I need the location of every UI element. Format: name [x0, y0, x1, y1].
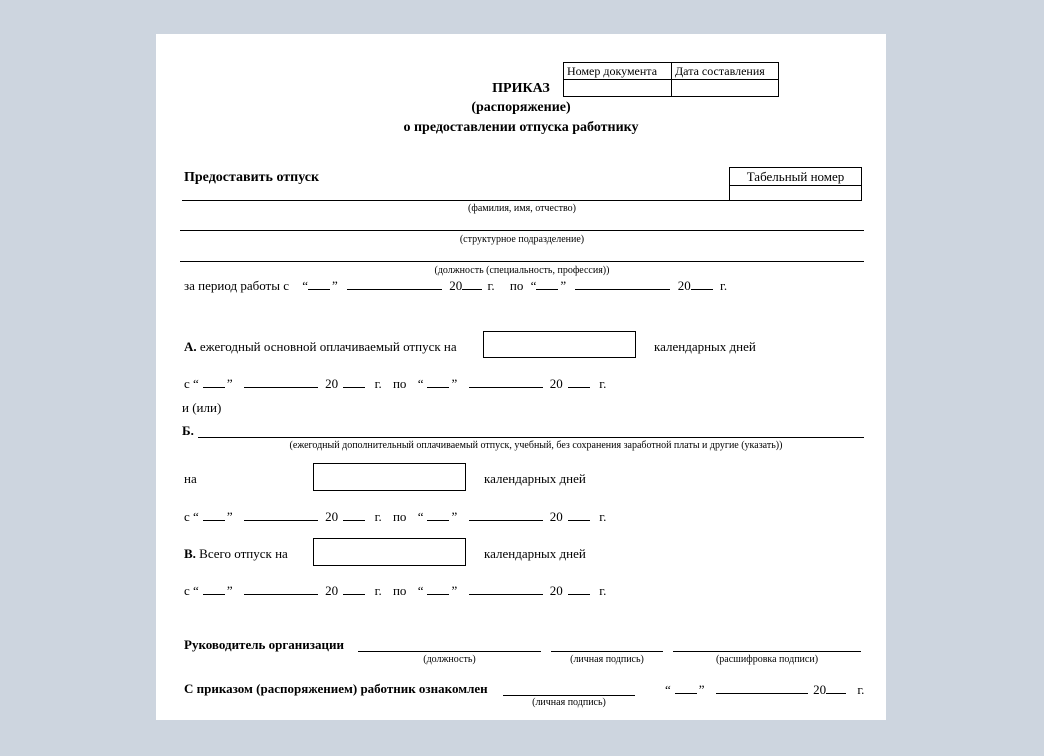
section-b-days-box[interactable] — [313, 463, 466, 491]
ack-month[interactable] — [716, 681, 808, 694]
title-line1: ПРИКАЗ — [492, 81, 550, 96]
ack-year[interactable] — [826, 681, 846, 694]
doc-number-header: Номер документа — [564, 63, 672, 80]
period-from-day[interactable] — [308, 277, 330, 290]
head-signature-caption: (личная подпись) — [570, 654, 644, 665]
period-to-year[interactable] — [691, 277, 713, 290]
section-b-dates: с “ ” 20 г. по “ ” 20 г. — [184, 509, 607, 524]
doc-date-header: Дата составления — [672, 63, 779, 80]
header-table — [563, 62, 779, 97]
section-b-line[interactable] — [198, 437, 864, 438]
period-to-month[interactable] — [575, 277, 670, 290]
fio-caption: (фамилия, имя, отчество) — [468, 203, 576, 214]
b-from-month[interactable] — [244, 508, 318, 521]
period-from-month[interactable] — [347, 277, 442, 290]
v-to-year[interactable] — [568, 582, 590, 595]
a-from-day[interactable] — [203, 375, 225, 388]
period-from-year[interactable] — [462, 277, 482, 290]
b-from-year[interactable] — [343, 508, 365, 521]
grant-label: Предоставить отпуск — [184, 170, 320, 185]
section-b-days-label: календарных дней — [484, 471, 586, 486]
tab-number-label: Табельный номер — [730, 168, 861, 186]
period-to-day[interactable] — [536, 277, 558, 290]
b-from-day[interactable] — [203, 508, 225, 521]
ack-signature-line[interactable] — [503, 695, 635, 696]
section-v-text: В. Всего отпуск на — [184, 546, 288, 561]
doc-date-field[interactable] — [672, 80, 779, 97]
position-line[interactable] — [180, 261, 864, 262]
section-b-na: на — [184, 471, 197, 486]
section-v-days-box[interactable] — [313, 538, 466, 566]
v-from-month[interactable] — [244, 582, 318, 595]
a-to-month[interactable] — [469, 375, 543, 388]
head-decode-line[interactable] — [673, 651, 861, 652]
b-to-year[interactable] — [568, 508, 590, 521]
section-b-letter: Б. — [182, 423, 194, 438]
section-b-caption: (ежегодный дополнительный оплачиваемый отпуск, учебный, без сохранения заработной платы и другие (указать)) — [289, 440, 783, 451]
section-a-letter: А. — [184, 339, 197, 354]
a-to-year[interactable] — [568, 375, 590, 388]
section-a-text: А. ежегодный основной оплачиваемый отпуск на — [184, 339, 457, 354]
ack-day[interactable] — [675, 681, 697, 694]
head-signature-line[interactable] — [551, 651, 663, 652]
title-line3: о предоставлении отпуска работнику — [403, 120, 639, 135]
tab-number-box — [729, 167, 862, 201]
ack-signature-caption: (личная подпись) — [532, 697, 606, 708]
tab-number-field[interactable] — [730, 186, 861, 201]
section-a-days-box[interactable] — [483, 331, 636, 358]
head-position-caption: (должность) — [423, 654, 476, 665]
v-to-month[interactable] — [469, 582, 543, 595]
fio-line[interactable] — [182, 200, 729, 201]
and-or: и (или) — [182, 400, 222, 415]
v-from-year[interactable] — [343, 582, 365, 595]
period-prefix: за период работы с — [184, 278, 289, 293]
ack-label: С приказом (распоряжением) работник ознакомлен — [184, 681, 488, 696]
document-page — [156, 34, 886, 720]
a-from-year[interactable] — [343, 375, 365, 388]
a-from-month[interactable] — [244, 375, 318, 388]
position-caption: (должность (специальность, профессия)) — [434, 265, 610, 276]
v-to-day[interactable] — [427, 582, 449, 595]
section-v-dates: с “ ” 20 г. по “ ” 20 г. — [184, 583, 607, 598]
section-v-letter: В. — [184, 546, 196, 561]
section-a-days-label: календарных дней — [654, 339, 756, 354]
title-line2: (распоряжение) — [471, 100, 571, 115]
section-a-dates: с “ ” 20 г. по “ ” 20 г. — [184, 376, 607, 391]
b-to-day[interactable] — [427, 508, 449, 521]
a-to-day[interactable] — [427, 375, 449, 388]
dept-line[interactable] — [180, 230, 864, 231]
section-v-days-label: календарных дней — [484, 546, 586, 561]
v-from-day[interactable] — [203, 582, 225, 595]
head-position-line[interactable] — [358, 651, 541, 652]
head-label: Руководитель организации — [184, 637, 344, 652]
ack-date: “ ” 20 г. — [665, 682, 865, 697]
head-decode-caption: (расшифровка подписи) — [715, 654, 819, 665]
b-to-month[interactable] — [469, 508, 543, 521]
period-row: за период работы с “ ” 20 г. по “ ” 20 г. — [184, 278, 728, 293]
dept-caption: (структурное подразделение) — [459, 234, 585, 245]
